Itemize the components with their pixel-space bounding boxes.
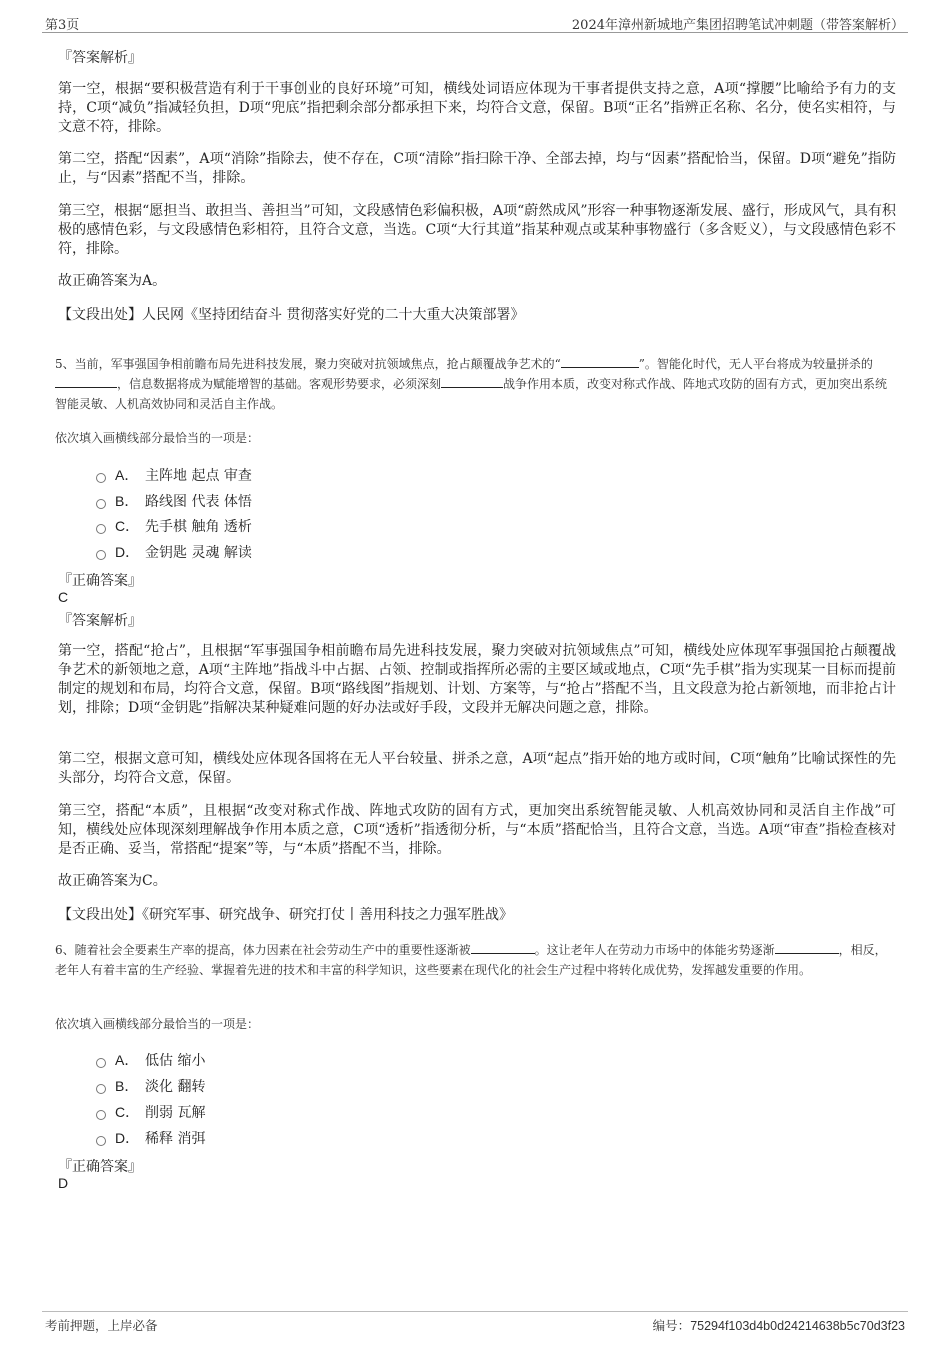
correct-answer: C	[58, 589, 69, 605]
question-stem: 5、当前，军事强国争相前瞻布局先进科技发展，聚力突破对抗领域焦点，抢占颠覆战争艺术的“ ”。智能化时代，无人平台将成为较量拼杀的，信息数据将成为赋能增智的基础。客观形势要求，必须深刻 战争作用本质，改变对称式作战、阵地式攻防的固有方式，更加突出系统智能灵敏、人机高效协同和灵活自主作战。	[55, 357, 888, 411]
option-d[interactable]: D． 稀释 消弭	[96, 1128, 205, 1148]
analysis-paragraph: 第二空，根据文意可知，横线处应体现各国将在无人平台较量、拼杀之意，A项“起点”指开始的地方或时间，C项“触角”比喻试探性的先头部分，均符合文意，保留。	[58, 751, 896, 786]
analysis-paragraph: 第二空，搭配“因素”，A项“消除”指除去，使不存在，C项“清除”指扫除干净、全部去掉，均与“因素”搭配恰当，保留。D项“避免”指防止，与“因素”搭配不当，排除。	[58, 151, 896, 186]
radio-button-icon[interactable]	[96, 1058, 106, 1068]
footer-divider	[42, 1311, 908, 1312]
document-code: 编号：75294f103d4b0d24214638b5c70d3f23	[652, 1318, 905, 1333]
correct-answer: D	[58, 1175, 69, 1191]
header-divider	[42, 32, 908, 33]
source-citation: 【文段出处】《研究军事、研究战争、研究打仗丨善用科技之力强军胜战》	[58, 907, 513, 923]
radio-button-icon[interactable]	[96, 1110, 106, 1120]
option-a[interactable]: A． 低估 缩小	[96, 1050, 205, 1070]
fill-blank	[441, 375, 503, 388]
radio-button-icon[interactable]	[96, 524, 106, 534]
question-instruction: 依次填入画横线部分最恰当的一项是：	[55, 431, 260, 445]
analysis-label: 『答案解析』	[58, 613, 142, 629]
analysis-paragraph: 第三空，根据“愿担当、敢担当、善担当”可知，文段感情色彩偏积极，A项“蔚然成风”形容一种事物逐渐发展、盛行，形成风气，具有积极的感情色彩，与文段感情色彩相符，且符合文意，当选。C项“大行其道”指某种观点或某种事物盛行（多含贬义），与文段感情色彩不符，排除。	[58, 203, 896, 257]
radio-button-icon[interactable]	[96, 499, 106, 509]
source-citation: 【文段出处】人民网《坚持团结奋斗 贯彻落实好党的二十大重大决策部署》	[58, 307, 525, 323]
analysis-paragraph: 第一空，根据“要积极营造有利于干事创业的良好环境”可知，横线处词语应体现为干事者提供支持之意，A项“撑腰”比喻给予有力的支持，C项“减负”指减轻负担，D项“兜底”指把剩余部分都承担下来，均符合文意，保留。B项“正名”指辨正名称、名分，使名实相符，与文意不符，排除。	[58, 81, 896, 135]
option-c[interactable]: C． 先手棋 触角 透析	[96, 516, 252, 536]
document-title: 2024年漳州新城地产集团招聘笔试冲刺题（带答案解析）	[571, 18, 904, 33]
conclusion: 故正确答案为C。	[58, 873, 167, 889]
correct-answer-label: 『正确答案』	[58, 1159, 142, 1175]
option-d[interactable]: D． 金钥匙 灵魂 解读	[96, 542, 252, 562]
analysis-paragraph: 第三空，搭配“本质”，且根据“改变对称式作战、阵地式攻防的固有方式，更加突出系统智能灵敏、人机高效协同和灵活自主作战”可知，横线处应体现深刻理解战争作用本质之意，C项“透析”指透彻分析，与“本质”搭配恰当，且符合文意，当选。A项“审查”指检查核对是否正确、妥当，常搭配“提案”等，与“本质”搭配不当，排除。	[58, 803, 896, 857]
option-a[interactable]: A． 主阵地 起点 审查	[96, 465, 252, 485]
page-number: 第3页	[45, 18, 80, 33]
radio-button-icon[interactable]	[96, 1136, 106, 1146]
option-c[interactable]: C． 削弱 瓦解	[96, 1102, 205, 1122]
question-stem: 6、随着社会全要素生产率的提高，体力因素在社会劳动生产中的重要性逐渐被 。这让老年人在劳动力市场中的体能劣势逐渐 ，相反，老年人有着丰富的生产经验、掌握着先进的技术和丰富的科学知识，这些要素在现代化的社会生产过程中将转化成优势，发挥越发重要的作用。	[55, 943, 887, 977]
fill-blank	[775, 941, 839, 954]
fill-blank	[471, 941, 535, 954]
radio-button-icon[interactable]	[96, 550, 106, 560]
question-instruction: 依次填入画横线部分最恰当的一项是：	[55, 1017, 260, 1031]
option-b[interactable]: B． 路线图 代表 体悟	[96, 491, 252, 511]
correct-answer-label: 『正确答案』	[58, 573, 142, 589]
fill-blank	[55, 375, 117, 388]
radio-button-icon[interactable]	[96, 473, 106, 483]
radio-button-icon[interactable]	[96, 1084, 106, 1094]
footer-slogan: 考前押题，上岸必备	[45, 1318, 158, 1333]
analysis-paragraph: 第一空，搭配“抢占”，且根据“军事强国争相前瞻布局先进科技发展，聚力突破对抗领域焦点”可知，横线处应体现军事强国抢占颠覆战争艺术的新领地之意，A项“主阵地”指战斗中占据、占领、控制或指挥所必需的主要区域或地点，C项“先手棋”指为实现某一目标而提前制定的规划和布局，均符合文意，保留。B项“路线图”指规划、计划、方案等，与“抢占”搭配不当，且文段意为抢占新领地，而非抢占计划，排除；D项“金钥匙”指解决某种疑难问题的好办法或好手段，文段并无解决问题之意，排除。	[58, 643, 896, 716]
fill-blank	[561, 355, 639, 368]
analysis-label: 『答案解析』	[58, 50, 142, 66]
option-b[interactable]: B． 淡化 翻转	[96, 1076, 205, 1096]
conclusion: 故正确答案为A。	[58, 273, 167, 289]
